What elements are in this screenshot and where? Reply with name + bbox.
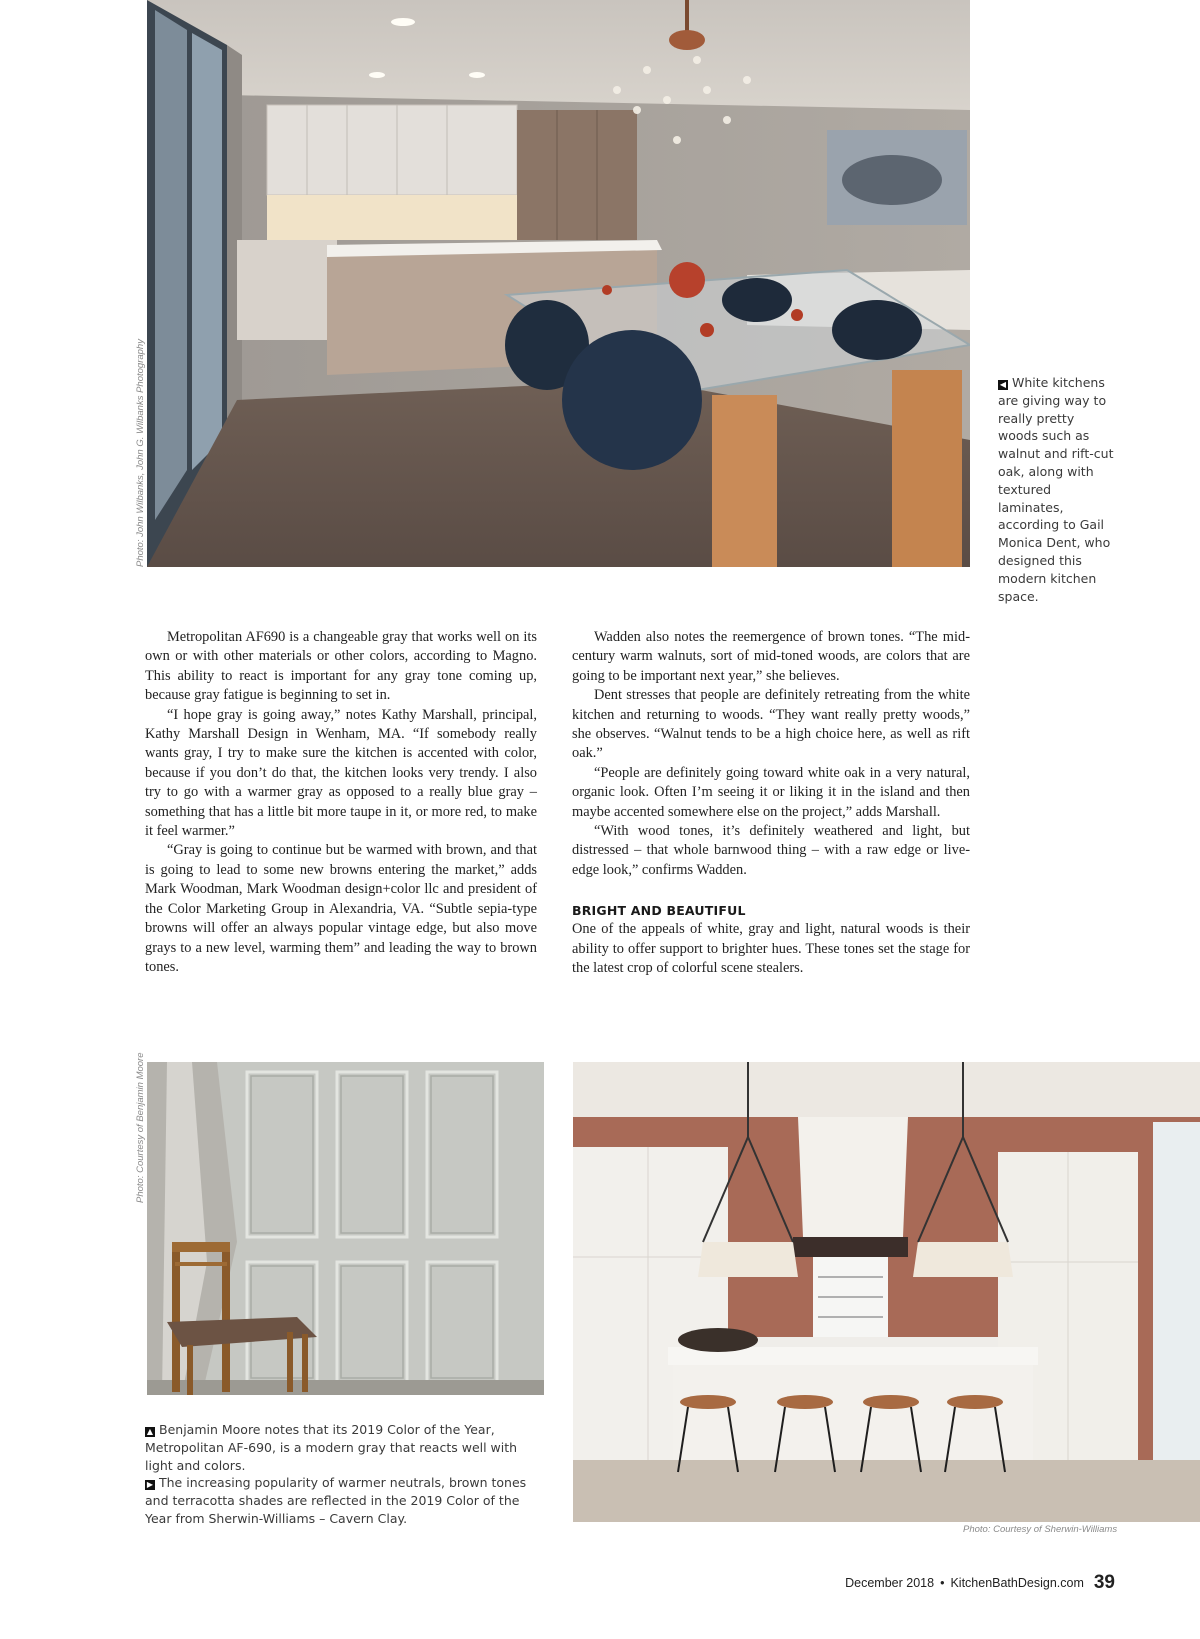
terracotta-kitchen-photo	[573, 1062, 1200, 1522]
top-photo-credit: Photo: John Wilbanks, John G. Wilbanks Photography	[135, 339, 146, 567]
article-paragraph: Metropolitan AF690 is a changeable gray that works well on its own or with other materials or other colors, according to Magno. This ability to react is important for any gray tone coming up, because gray fatigue is beginning to set in.	[145, 629, 537, 704]
arrow-up-icon: ▲	[146, 1427, 154, 1436]
sherwin-williams-caption	[145, 1474, 545, 1527]
page-number: 39	[1093, 1572, 1115, 1593]
article-paragraph: “With wood tones, it’s definitely weathered and light, but distressed – that whole barnwood thing – with a raw edge or live-edge look,” confirms Wadden.	[572, 823, 970, 878]
arrow-right-icon: ▶	[146, 1480, 154, 1489]
benjamin-moore-caption-text: Benjamin Moore notes that its 2019 Color of the Year, Metropolitan AF-690, is a modern gray that reacts well with light and colors.	[145, 1422, 518, 1473]
article-column-left	[145, 628, 537, 977]
footer-site: KitchenBathDesign.com	[950, 1576, 1084, 1590]
article-paragraph: “I hope gray is going away,” notes Kathy Marshall, principal, Kathy Marshall Design in Wenham, MA. “If somebody really wants gray, I try to make sure the kitchen is accented with color, because if you don’t do that, the kitchen looks very trendy. I also try to go with a warmer gray as opposed to a really blue gray – something that has a little bit more taupe in it, or more red, to make it feel warmer.”	[145, 706, 537, 840]
top-photo-caption	[998, 374, 1118, 605]
article-paragraph: One of the appeals of white, gray and light, natural woods is their ability to offer support to brighter hues. These tones set the stage for the latest crop of colorful scene stealers.	[572, 921, 970, 977]
top-photo-caption-text: White kitchens are giving way to really pretty woods such as walnut and rift-cut oak, along with textured laminates, according to Gail Monica Dent, who designed this modern kitchen space.	[998, 375, 1114, 604]
article-column-right	[572, 628, 970, 979]
kitchen-photo-credit: Photo: Courtesy of Sherwin-Williams	[963, 1524, 1118, 1535]
article-paragraph: Dent stresses that people are definitely retreating from the white kitchen and returning to woods. “They want really pretty woods,” she observes. “Walnut tends to be a high choice here, as well as rift oak.”	[572, 687, 970, 762]
section-subhead: BRIGHT AND BEAUTIFUL	[572, 903, 746, 919]
benjamin-moore-caption	[145, 1421, 545, 1474]
gray-wall-chair-photo	[147, 1062, 544, 1395]
article-paragraph: Wadden also notes the reemergence of brown tones. “The mid-century warm walnuts, sort of mid-toned woods, are colors that are going to be important next year,” she believes.	[572, 629, 970, 684]
article-paragraph: “Gray is going to continue but be warmed with brown, and that is going to lead to some new browns entering the market,” adds Mark Woodman, Mark Woodman design+color llc and president of the Color Marketing Group in Alexandria, VA. “Subtle sepia-type browns will offer an always popular vintage edge, but also move grays to a new level, warming them” and leading the way to brown tones.	[145, 842, 537, 975]
article-paragraph: “People are definitely going toward white oak in a very natural, organic look. Often I’m seeing it or liking it in the island and then maybe accented somewhere else on the project,” adds Marshall.	[572, 764, 970, 820]
arrow-left-icon: ◀	[999, 380, 1007, 389]
page-footer	[800, 1572, 1115, 1594]
footer-separator: •	[940, 1576, 945, 1590]
sherwin-williams-caption-text: The increasing popularity of warmer neutrals, brown tones and terracotta shades are reflected in the 2019 Color of the Year from Sherwin-Williams – Cavern Clay.	[145, 1475, 527, 1526]
footer-date: December 2018	[845, 1576, 935, 1590]
kitchen-dining-photo	[147, 0, 970, 567]
chair-photo-credit: Photo: Courtesy of Benjamin Moore	[135, 1052, 146, 1203]
